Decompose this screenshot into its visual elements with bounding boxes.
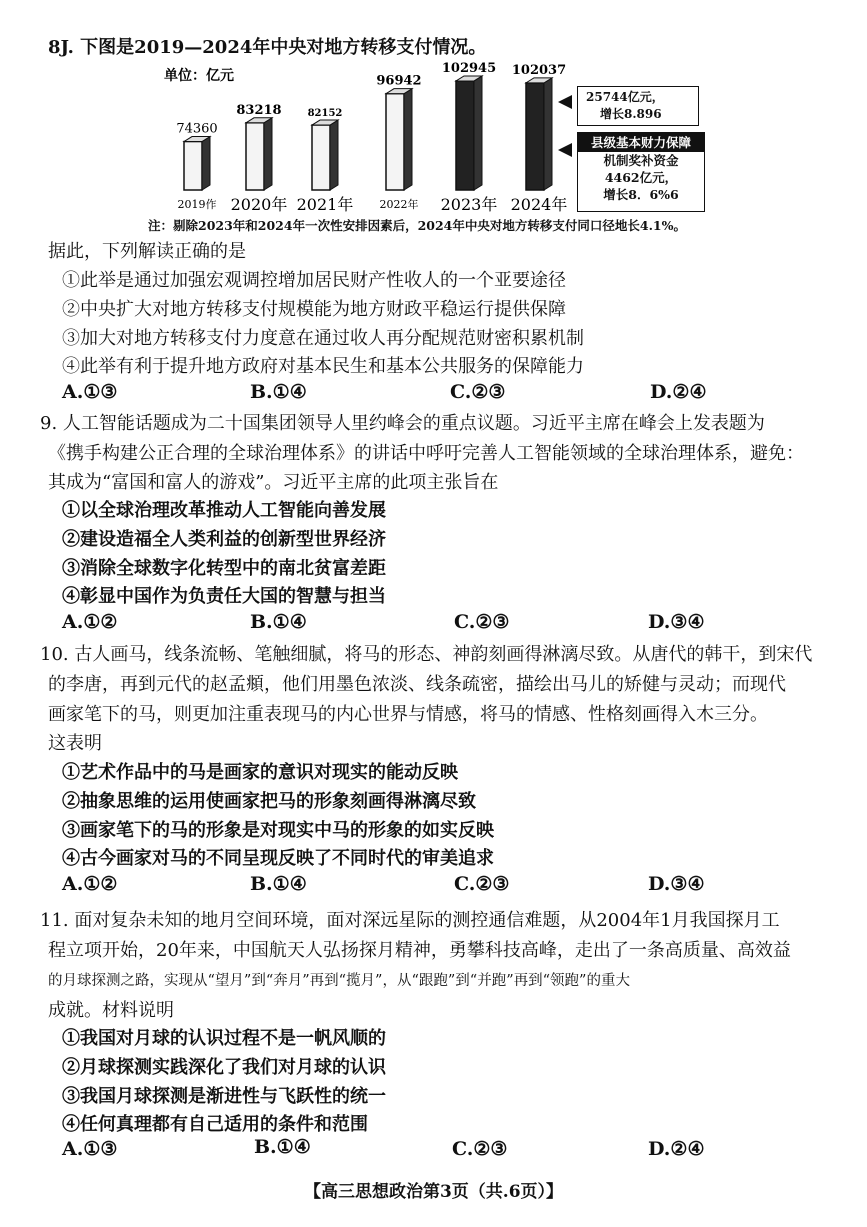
q11-option-d[interactable]: D.②④ bbox=[648, 1138, 705, 1160]
q10-line-1: 10. 古人画马，线条流畅、笔触细腻，将马的形态、神韵刻画得淋漓尽致。从唐代的韩干，到宋代 bbox=[40, 644, 813, 665]
q11-line-3: 的月球探测之路，实现从“望月”到“奔月”再到“揽月”，从“跟跑”到“并跑”再到“领跑”的重大 bbox=[48, 973, 630, 989]
arrow-icon bbox=[558, 143, 572, 157]
bar-side bbox=[202, 137, 210, 190]
bar-side bbox=[474, 76, 482, 190]
bar-value-label: 102037 bbox=[511, 62, 567, 78]
page-footer: 【高三思想政治第3页（共.6页）】 bbox=[303, 1182, 564, 1202]
q9-line-2: 《携手构建公正合理的全球治理体系》的讲话中呼吁完善人工智能领域的全球治理体系，避免： bbox=[48, 443, 804, 464]
q11-item-2: ②月球探测实践深化了我们对月球的认识 bbox=[62, 1057, 386, 1078]
bar-value-label: 102945 bbox=[441, 62, 497, 76]
bar-category-label: 2023年 bbox=[440, 195, 498, 214]
q9-item-2: ②建设造福全人类利益的创新型世界经济 bbox=[62, 529, 386, 550]
callout-total-line: 增长8.896 bbox=[600, 107, 662, 121]
q11-option-a[interactable]: A.①③ bbox=[62, 1138, 118, 1160]
bar-value-label: 83218 bbox=[236, 102, 282, 118]
chart-note: 注：剔除2023年和2024年一次性安排因素后，2024年中央对地方转移支付同口径地长4.1%。 bbox=[148, 218, 686, 233]
bar bbox=[386, 94, 404, 190]
q8-item-2: ②中央扩大对地方转移支付规模能为地方财政平稳运行提供保障 bbox=[62, 299, 566, 320]
q11-line-2: 程立项开始，20年来，中国航天人弘扬探月精神，勇攀科技高峰，走出了一条高质量、高效益 bbox=[48, 940, 791, 961]
q9-item-4: ④彰显中国作为负责任大国的智慧与担当 bbox=[62, 586, 386, 607]
q10-option-c[interactable]: C.②③ bbox=[454, 873, 510, 895]
arrow-icon bbox=[558, 95, 572, 109]
q11-item-4: ④任何真理都有自己适用的条件和范围 bbox=[62, 1114, 368, 1135]
bar bbox=[456, 81, 474, 190]
callout-total bbox=[577, 86, 699, 126]
q11-option-c[interactable]: C.②③ bbox=[452, 1138, 508, 1160]
q11-line-4: 成就。材料说明 bbox=[48, 1000, 174, 1021]
callout-total-line: 25744亿元， bbox=[586, 90, 664, 104]
bar-value-label: 82152 bbox=[307, 108, 343, 120]
bar-value-label: 74360 bbox=[176, 121, 218, 137]
q11-item-1: ①我国对月球的认识过程不是一帆风顺的 bbox=[62, 1028, 386, 1049]
callout-county-line: 增长8．6%6 bbox=[603, 187, 679, 202]
q10-line-3: 画家笔下的马，则更加注重表现马的内心世界与情感，将马的情感、性格刻画得入木三分。 bbox=[48, 704, 768, 725]
q10-item-1: ①艺术作品中的马是画家的意识对现实的能动反映 bbox=[62, 762, 458, 783]
bar bbox=[312, 125, 330, 190]
q9-item-3: ③消除全球数字化转型中的南北贫富差距 bbox=[62, 558, 386, 579]
q10-item-3: ③画家笔下的马的形象是对现实中马的形象的如实反映 bbox=[62, 820, 494, 841]
bar-side bbox=[264, 118, 272, 190]
q8-item-4: ④此举有利于提升地方政府对基本民生和基本公共服务的保障能力 bbox=[62, 356, 584, 377]
q10-line-4: 这表明 bbox=[48, 733, 102, 754]
callout-county-line: 4462亿元， bbox=[604, 170, 678, 185]
q8-option-b[interactable]: B.①④ bbox=[250, 381, 307, 403]
bar-category-label: 2024年 bbox=[510, 195, 568, 214]
q10-item-4: ④古今画家对马的不同呈现反映了不同时代的审美追求 bbox=[62, 848, 494, 869]
q10-item-2: ②抽象思维的运用使画家把马的形象刻画得淋漓尽致 bbox=[62, 791, 476, 812]
bar-category-label: 2022年 bbox=[379, 198, 419, 211]
callout-county-line: 机制奖补资金 bbox=[603, 153, 679, 168]
bar bbox=[184, 142, 202, 190]
bar-value-label: 96942 bbox=[376, 73, 422, 89]
q9-option-a[interactable]: A.①② bbox=[62, 611, 118, 633]
q9-option-b[interactable]: B.①④ bbox=[250, 611, 307, 633]
bar-category-label: 2020年 bbox=[230, 195, 288, 214]
q10-option-b[interactable]: B.①④ bbox=[250, 873, 307, 895]
q9-line-3: 其成为“富国和富人的游戏”。习近平主席的此项主张旨在 bbox=[48, 472, 499, 493]
q9-option-c[interactable]: C.②③ bbox=[454, 611, 510, 633]
q10-option-a[interactable]: A.①② bbox=[62, 873, 118, 895]
bar-side bbox=[404, 89, 412, 190]
q11-option-b[interactable]: B.①④ bbox=[254, 1136, 311, 1158]
callout-county-fund bbox=[577, 132, 705, 212]
bar bbox=[246, 123, 264, 190]
q8-item-3: ③加大对地方转移支付力度意在通过收人再分配规范财密积累机制 bbox=[62, 328, 584, 349]
bar bbox=[526, 83, 544, 190]
callout-county-title: 县级基本财力保障 bbox=[578, 133, 704, 152]
bar-category-label: 2019作 bbox=[177, 198, 217, 211]
bar-category-label: 2021年 bbox=[296, 195, 354, 214]
q8-stem: 8J. 下图是2019—2024年中央对地方转移支付情况。 bbox=[48, 37, 487, 58]
q8-option-a[interactable]: A.①③ bbox=[62, 381, 118, 403]
q9-line-1: 9. 人工智能话题成为二十国集团领导人里约峰会的重点议题。习近平主席在峰会上发表题为 bbox=[40, 413, 765, 434]
q8-option-d[interactable]: D.②④ bbox=[650, 381, 707, 403]
q8-lead: 据此，下列解读正确的是 bbox=[48, 241, 246, 262]
q9-item-1: ①以全球治理改革推动人工智能向善发展 bbox=[62, 500, 386, 521]
q10-line-2: 的李唐，再到元代的赵孟頫，他们用墨色浓淡、线条疏密，描绘出马儿的矫健与灵动；而现代 bbox=[48, 674, 786, 695]
q10-option-d[interactable]: D.③④ bbox=[648, 873, 705, 895]
q9-option-d[interactable]: D.③④ bbox=[648, 611, 705, 633]
q11-item-3: ③我国月球探测是渐进性与飞跃性的统一 bbox=[62, 1086, 386, 1107]
chart-unit-label: 单位：亿元 bbox=[164, 68, 234, 84]
q11-line-1: 11. 面对复杂未知的地月空间环境，面对深远星际的测控通信难题，从2004年1月我国探月工 bbox=[40, 910, 780, 931]
bar-side bbox=[330, 120, 338, 190]
q8-option-c[interactable]: C.②③ bbox=[450, 381, 506, 403]
q8-item-1: ①此举是通过加强宏观调控增加居民财产性收人的一个亚要途径 bbox=[62, 270, 566, 291]
bar-side bbox=[544, 78, 552, 190]
